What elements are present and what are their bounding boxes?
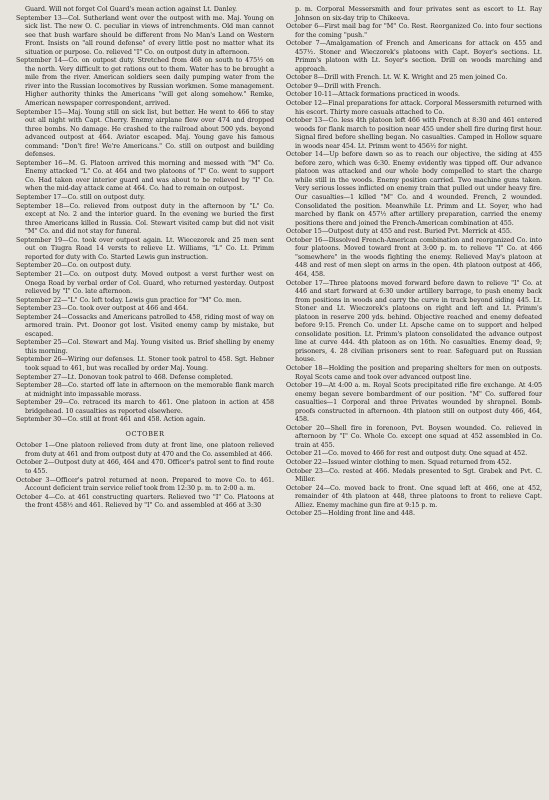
diary-entry: September 16—M. G. Platoon arrived this morning and messed with "M" Co. Enemy attacked "L" Co. at 464 and two platoons of "I" Co. went to support Co. Had taken over interior guard and was about to be relieved by "I" Co. when the mid-day attack came at 464. Co. had to remain on outpost.: [16, 158, 274, 193]
diary-entry: October 18—Holding the position and preparing shelters for men on outposts. Royal Scots came and took over advanced outpost line.: [286, 363, 542, 381]
diary-entry: October 2—Outpost duty at 466, 464 and 470. Officer's patrol sent to find route to 455.: [16, 458, 274, 475]
diary-entry: October 8—Drill with French. Lt. W. K. Wright and 25 men joined Co.: [286, 73, 508, 82]
diary-entry: September 13—Col. Sutherland went over the outpost with me. Maj. Young on sick list. The new O. C. peculiar in views of intrenchments. Old man cannot see that bush warfare should be different from No Man's Land on Western Front. Insists on "all round defense" of every little post no matter what its situation or purpose. Co. relieved "I" Co. on outpost duty in afternoon.: [16, 13, 274, 56]
diary-entry: September 14—Co. on outpost duty. Stretched from 468 on south to 475½ on the north. Very difficult to get rations out to them. Water has to be brought a mile from the river. American soldiers seen daily pumping water from the river into the Russian locomotives by Russian workmen. Some management. Higher authority thinks the Americans "will get along somehow." Remke, American newspaper correspondent, arrived.: [16, 56, 274, 108]
right-column: [286, 5, 542, 518]
diary-entry: September 15—Maj. Young still on sick list, but better. He went to 466 to stay out all night with Capt. Cherry. Enemy airplane flew over 474 and dropped three bombs. No damage. He crashed to the railroad about 500 yds. beyond advanced outpost at 464. Aviator escaped. Maj. Young gave his famous command: "Don't fire! We're Americans." Co. still on outpost and building defenses.: [16, 107, 274, 159]
diary-entry: October 13—Co. less 4th platoon left 466 with French at 8:30 and 461 entered woods for flank march to position near 455 under shell fire during first hour. Signal fired before shelling began. No casualties. Camped in Hollow square in woods near 454. Lt. Primm went to 456½ for night.: [286, 116, 542, 150]
diary-entry: September 25—Col. Stewart and Maj. Young visited us. Brief shelling by enemy this morning.: [16, 338, 274, 355]
left-column: [16, 5, 274, 510]
diary-entry: October 16—Dissolved French-American combination and reorganized Co. into four platoons. Moved toward front at 3:00 p. m. to relieve "I" Co. at 466 "somewhere" in the woods fighting the enemy. Relieved May's platoon at 448 and rest of men slept on arms in the open. 4th platoon outpost at 466, 464, 458.: [286, 235, 542, 278]
diary-entry: October 6—First mail bag for "M" Co. Rest. Reorganized Co. into four sections for the coming "push.": [286, 22, 542, 39]
diary-entry: September 20—Co. on outpost duty.: [16, 261, 132, 270]
diary-entry: September 27—Lt. Donovan took patrol to 468. Defense completed.: [16, 372, 233, 381]
continued-paragraph: p. m. Corporal Messersmith and four privates sent as escort to Lt. Ray Johnson on six-day trip to Chikeeva.: [295, 5, 542, 22]
diary-entry: October 3—Officer's patrol returned at noon. Prepared to move Co. to 461. Account deficient train service relief took from 12:30 p. m. to 2:00 a. m.: [16, 475, 274, 493]
diary-entry: October 22—Issued winter clothing to men. Squad returned from 452.: [286, 457, 512, 466]
diary-entry: October 14—Up before dawn so as to reach our objective, the siding at 455 before zero, which was 6:30. Enemy evidently was tipped off. Our advance platoon was attacked and our whole body compelled to start the charge while still in the woods. Enemy position carried. Two machine guns taken. Very serious losses inflicted on enemy train that pulled out under heavy fire. Our casualties—1 killed "M" Co. and 4 wounded. French, 2 wounded. Consolidated the position. Meanwhile Lt. Primm and Lt. Soyer, who had marched by flank on 457½ after artillery preparation, carried the enemy positions there and joined the French-American combination at 455.: [286, 150, 542, 227]
diary-entry: September 30—Co. still at front 461 and 458. Action again.: [16, 415, 206, 424]
diary-entry: October 1—One platoon relieved from duty at front line, one platoon relieved from duty at 461 and from outpost duty at 470 and the Co. assembled at 466.: [16, 441, 274, 458]
diary-entry: October 17—Three platoons moved forward before dawn to relieve "I" Co. at 446 and start forward at 6:30 under artillery barrage, to push enemy back from positions in woods and carry the curve in track beyond siding 445. Lt. Stoner and Lt. Wieczorek's platoons on right and left and Lt. Primm's platoon in reserve 200 yds. behind. Objective reached and enemy defeated before 9:15. French Co. under Lt. Apsche came on to support and helped consolidate position. Lt. Primm's platoon consolidated the advance outpost line at curve 444. 4th platoon as on 16th. No casualties. Enemy dead, 9; prisoners, 4. 28 civilian prisoners sent to rear. Safeguard put on Russian house.: [286, 278, 542, 364]
diary-entry: October 15—Outpost duty at 455 and rest. Buried Pvt. Merrick at 455.: [286, 227, 512, 236]
diary-entry: October 21—Co. moved to 466 for rest and outpost duty. One squad at 452.: [286, 449, 528, 458]
diary-entry: October 25—Holding front line and 448.: [286, 509, 415, 518]
diary-entry: October 19—At 4:00 a. m. Royal Scots precipitated rifle fire exchange. At 4:05 enemy began severe bombardment of our position. "M" Co. suffered four casualties—1 Corporal and three Privates wounded by shrapnel. Bomb-proofs constructed in afternoon. 4th platoon still on outpost duty 466, 464, 458.: [286, 381, 542, 424]
diary-entry: September 19—Co. took over outpost again. Lt. Wiecezorek and 25 men sent out on Tiugra Road 14 versts to relieve Lt. Williams, "L" Co. Lt. Primm reported for duty with Co. Started Lewis gun instruction.: [16, 235, 274, 261]
diary-entry: September 24—Cossacks and Americans patrolled to 458, riding most of way on armored train. Pvt. Doonor got lost. Visited enemy camp by mistake, but escaped.: [16, 312, 274, 338]
diary-entry: October 24—Co. moved back to front. One squad left at 466, one at 452, remainder of 4th platoon at 448, three platoons to front to relieve Capt. Alliez. Enemy machine gun fire at 9:15 p. m.: [286, 483, 542, 509]
diary-entry: September 22—"L" Co. left today. Lewis gun practice for "M" Co. men.: [16, 295, 242, 304]
diary-entry: September 18—Co. relieved from outpost duty in the afternoon by "L" Co. except at No. 2 and the interior guard. In the evening we buried the first three Americans killed in Russia. Col. Stewart visited camp but did not visit "M" Co. and did not stay for funeral.: [16, 201, 274, 236]
october-entries: [16, 441, 274, 509]
diary-entry: October 23—Co. rested at 466. Medals presented to Sgt. Grabek and Pvt. C. Miller.: [286, 466, 542, 484]
month-heading: OCTOBER: [125, 429, 165, 438]
september-entries: [16, 14, 274, 424]
diary-entry: October 12—Final preparations for attack. Corporal Messersmith returned with his escort. Thirty more casuals attached to Co.: [286, 99, 542, 116]
continued-paragraph: Guard. Will not forget Col Guard's mean action against Lt. Danley.: [25, 5, 238, 13]
diary-entry: September 28—Co. started off late in afternoon on the memorable flank march at midnight into impassable morass.: [16, 381, 274, 398]
diary-entry: September 17—Co. still on outpost duty.: [16, 193, 145, 202]
diary-entry: September 23—Co. took over outpost at 466 and 464.: [16, 304, 189, 313]
diary-entry: October 10-11—Attack formations practiced in woods.: [286, 90, 460, 99]
diary-entry: September 29—Co. retraced its march to 461. One platoon in action at 458 bridgehead. 10 casualties as reported elsewhere.: [16, 398, 274, 415]
diary-entry: September 21—Co. on outpost duty. Moved outpost a verst further west on Onega Road by verbal order of Col. Guard, who returned yesterday. Outpost relieved by "I" Co. late afternoon.: [16, 269, 274, 296]
diary-entry: September 26—Wiring our defenses. Lt. Stoner took patrol to 458. Sgt. Hebner took squad to 461, but was recalled by order Maj. Young.: [16, 355, 274, 372]
diary-entry: October 4—Co. at 461 constructing quarters. Relieved two "I" Co. Platoons at the front 458½ and 461. Relieved by "I" Co. and assembled at 466 at 3:30: [16, 492, 274, 510]
diary-entry: October 7—Amalgamation of French and Americans for attack on 455 and 457½. Stoner and Wieczorek's platoons with Capt. Boyer's sections. Lt. Primm's platoon with Lt. Soyer's section. Drill on woods marching and approach.: [286, 39, 542, 73]
diary-entry: October 20—Shell fire in forenoon, Pvt. Boysen wounded. Co. relieved in afternoon by "I" Co. Whole Co. except one squad at 452 assembled in Co. train at 455.: [286, 423, 542, 449]
diary-entry: October 9—Drill with French.: [286, 81, 381, 90]
